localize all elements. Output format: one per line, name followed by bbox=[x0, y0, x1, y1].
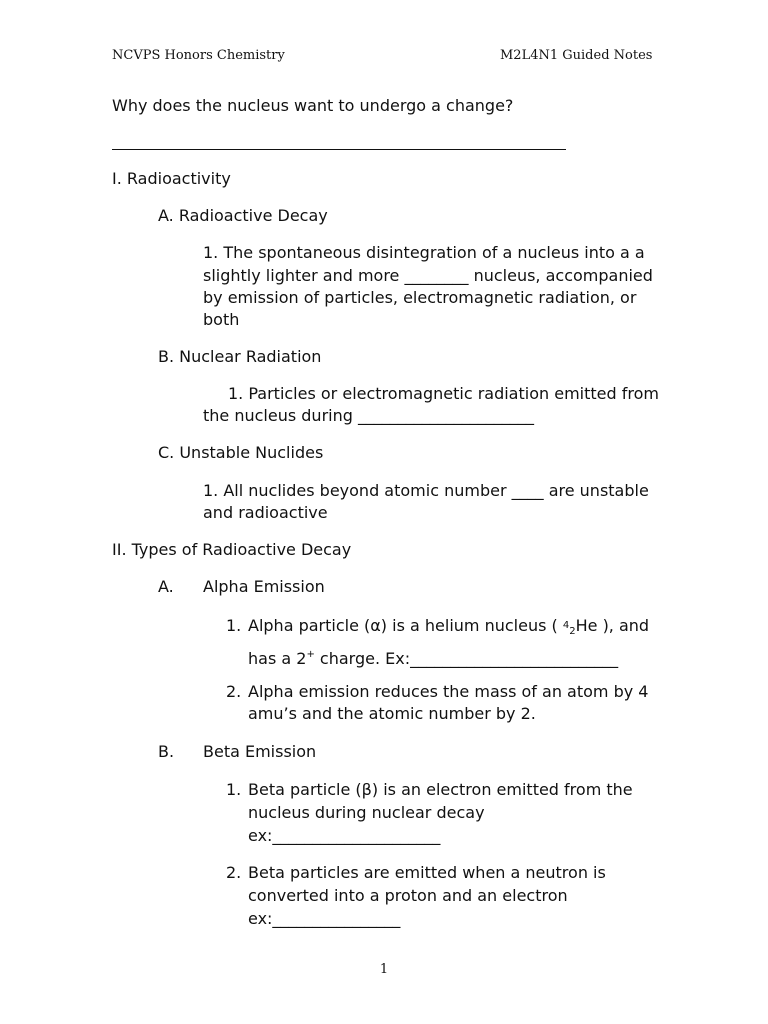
section-1a-line-3: by emission of particles, electromagnetic radiation, or bbox=[203, 288, 637, 307]
section-2a-item-2-line-2: amu’s and the atomic number by 2. bbox=[248, 704, 536, 723]
section-2b-item-1-line-3: ex:_____________________ bbox=[248, 826, 441, 845]
section-1-title: I. Radioactivity bbox=[112, 169, 231, 188]
section-2b-item-2-number: 2. bbox=[226, 863, 242, 882]
question: Why does the nucleus want to undergo a change? bbox=[112, 96, 514, 115]
section-1c-title: C. Unstable Nuclides bbox=[158, 443, 324, 462]
section-2a-item-2-number: 2. bbox=[226, 682, 242, 701]
section-1b-title: B. Nuclear Radiation bbox=[158, 347, 322, 366]
page-number: 1 bbox=[379, 962, 389, 977]
section-1c-line-2: and radioactive bbox=[203, 503, 328, 522]
section-2b-item-1-line-2: nucleus during nuclear decay bbox=[248, 803, 485, 822]
section-2a-item-2-line-1: Alpha emission reduces the mass of an atom by 4 bbox=[248, 682, 649, 701]
section-2b-item-1-line-1: Beta particle (β) is an electron emitted from the bbox=[248, 780, 633, 799]
section-2-title: II. Types of Radioactive Decay bbox=[112, 540, 352, 559]
header-left: NCVPS Honors Chemistry bbox=[112, 48, 285, 63]
section-1a-line-4: both bbox=[203, 310, 240, 329]
answer-line bbox=[112, 149, 566, 150]
section-1b-line-1: 1. Particles or electromagnetic radiation emitted from bbox=[228, 384, 659, 403]
section-2a-item-1-line-2: has a 2+ charge. Ex:__________________________ bbox=[248, 649, 619, 668]
section-2a-title: Alpha Emission bbox=[203, 577, 325, 596]
section-2b-item-2-line-3: ex:________________ bbox=[248, 909, 401, 928]
section-2b-title: Beta Emission bbox=[203, 742, 317, 761]
section-1c-line-1: 1. All nuclides beyond atomic number ____ are unstable bbox=[203, 481, 649, 500]
helium-isotope-notation: $4_2He$ bbox=[562, 616, 598, 637]
section-2b-item-2-line-2: converted into a proton and an electron bbox=[248, 886, 568, 905]
section-2a-item-1-number: 1. bbox=[226, 616, 242, 635]
section-1a-title: A. Radioactive Decay bbox=[158, 206, 328, 225]
section-2a-letter: A. bbox=[158, 577, 174, 596]
section-1a-line-2: slightly lighter and more ________ nucleus, accompanied bbox=[203, 266, 653, 285]
section-1a-line-1: 1. The spontaneous disintegration of a nucleus into a a bbox=[203, 243, 645, 262]
section-2b-item-2-line-1: Beta particles are emitted when a neutron is bbox=[248, 863, 606, 882]
section-1b-line-2: the nucleus during ______________________ bbox=[203, 406, 534, 425]
section-2b-item-1-number: 1. bbox=[226, 780, 242, 799]
section-2a-item-1-line-1: Alpha particle (α) is a helium nucleus ( $4_2He$ ), and bbox=[248, 616, 650, 637]
header-right: M2L4N1 Guided Notes bbox=[500, 48, 653, 63]
section-2b-letter: B. bbox=[158, 742, 175, 761]
